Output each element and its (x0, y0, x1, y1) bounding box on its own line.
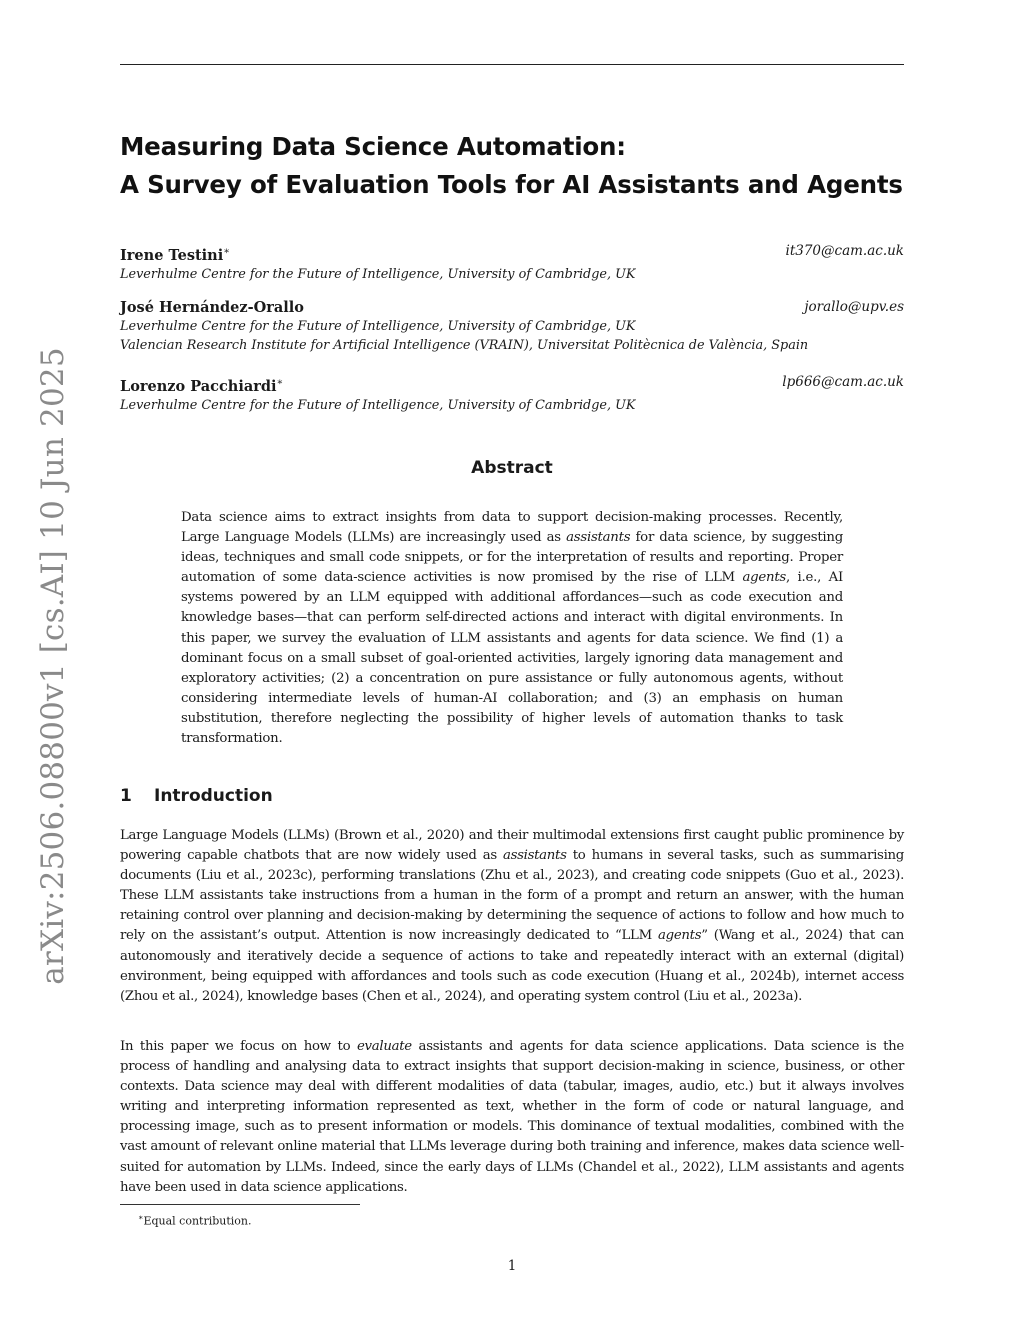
intro-paragraph-2: In this paper we focus on how to evaluate assistants and agents for data science applications. Data science is the process of handling and analysing data to extract insights that support decision-making in science, business, or other contexts. Data science may deal with different modalities of data (tabular, images, audio, etc.) but it always involves writing and interpreting information represented as text, whether in the form of code or natural language, and processing image, such as to present information or models. This dominance of textual modalities, combined with the vast amount of relevant online material that LLMs leverage during both training and inference, makes data science well-suited for automation by LLMs. Indeed, since the early days of LLMs (Chandel et al., 2022), LLM assistants and agents have been used in data science applications. (120, 1039, 904, 1195)
author-block-pacchiardi (120, 373, 904, 415)
footnote-rule (120, 1204, 360, 1205)
page-number: 1 (507, 1258, 517, 1274)
top-rule (120, 64, 904, 65)
author-affiliation: Valencian Research Institute for Artificial Intelligence (VRAIN), Universitat Politècnica de València, Spain (120, 338, 809, 353)
abstract-text: Data science aims to extract insights from data to support decision-making processes. Recently, Large Language Models (LLMs) are increasingly used as assistants for data science, by suggesting ideas, techniques and small code snippets, or for the interpretation of results and reporting. Proper automation of some data-science activities is now promised by the rise of LLM agents, i.e., AI systems powered by an LLM equipped with additional affordances—such as code execution and knowledge bases—that can perform self-directed actions and interact with digital environments. In this paper, we survey the evaluation of LLM assistants and agents for data science. We find (1) a dominant focus on a small subset of goal-oriented activities, largely ignoring data management and exploratory activities; (2) a concentration on pure assistance or fully autonomous agents, without considering intermediate levels of human-AI collaboration; and (3) an emphasis on human substitution, therefore neglecting the possibility of higher levels of automation thanks to task transformation. (181, 510, 844, 747)
author-affiliation: Leverhulme Centre for the Future of Intelligence, University of Cambridge, UK (120, 266, 636, 282)
footnote (138, 1210, 252, 1229)
author-affiliation: Leverhulme Centre for the Future of Intelligence, University of Cambridge, UK (120, 319, 636, 334)
section-number: 1 (120, 786, 132, 806)
author-name: José Hernández-Orallo (120, 299, 304, 316)
author-email[interactable]: jorallo@upv.es (804, 299, 904, 315)
abstract-heading: Abstract (471, 458, 553, 478)
author-block-hernandez-orallo (120, 298, 904, 355)
author-email[interactable]: lp666@cam.ac.uk (782, 374, 904, 390)
footnote-mark: ∗ (138, 1213, 144, 1222)
footnote-text: Equal contribution. (143, 1214, 252, 1228)
author-name: Irene Testini∗ (120, 246, 231, 264)
section-title: Introduction (154, 786, 273, 806)
intro-paragraph-1: Large Language Models (LLMs) (Brown et al., 2020) and their multimodal extensions first caught public prominence by powering capable chatbots that are now widely used as assistants to humans in several tasks, such as summarising documents (Liu et al., 2023c), performing translations (Zhu et al., 2023), and creating code snippets (Guo et al., 2023). These LLM assistants take instructions from a human in the form of a prompt and return an answer, with the human retaining control over planning and decision-making by determining the sequence of actions to follow and how much to rely on the assistant’s output. Attention is now increasingly dedicated to “LLM agents” (Wang et al., 2024) that can autonomously and iteratively decide a sequence of actions to take and repeatedly interact with an external (digital) environment, being equipped with affordances and tools such as code execution (Huang et al., 2024b), internet access (Zhou et al., 2024), knowledge bases (Chen et al., 2024), and operating system control (Liu et al., 2023a). (120, 828, 904, 1004)
author-affiliation: Leverhulme Centre for the Future of Intelligence, University of Cambridge, UK (120, 397, 636, 413)
section-heading-introduction (120, 784, 273, 808)
paper-title (120, 128, 920, 204)
title-line-1: Measuring Data Science Automation: (120, 132, 626, 161)
title-line-2: A Survey of Evaluation Tools for AI Assistants and Agents (120, 170, 903, 199)
equal-contribution-mark: ∗ (223, 246, 231, 257)
equal-contribution-mark: ∗ (276, 377, 284, 388)
author-block-testini (120, 242, 904, 284)
author-email[interactable]: it370@cam.ac.uk (785, 243, 904, 259)
author-name: Lorenzo Pacchiardi∗ (120, 377, 284, 395)
arxiv-identifier-stamp: arXiv:2506.08800v1 [cs.AI] 10 Jun 2025 (35, 347, 71, 985)
